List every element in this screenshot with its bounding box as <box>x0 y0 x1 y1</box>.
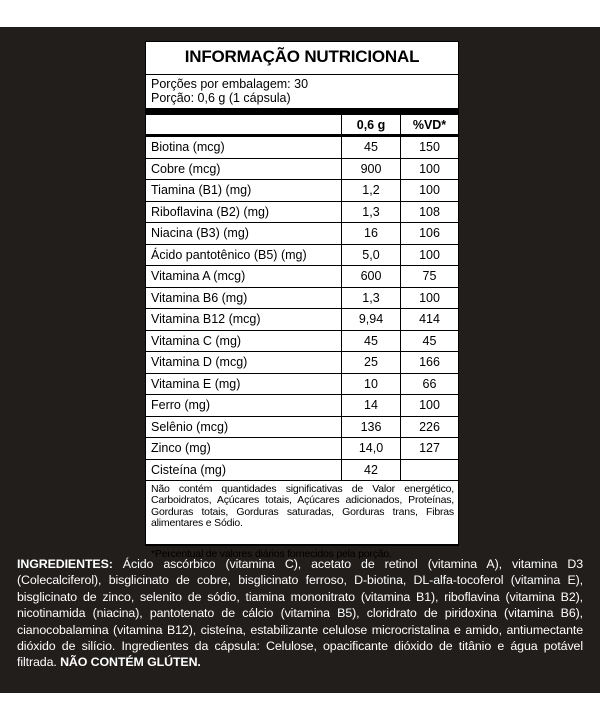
ingredients-heading: INGREDIENTES: <box>17 557 113 571</box>
nutrient-name: Selênio (mcg) <box>146 416 342 438</box>
nutrient-row <box>146 244 458 266</box>
nutrient-row <box>146 309 458 331</box>
nutrient-row <box>146 395 458 417</box>
nutrition-facts-table <box>145 41 459 560</box>
nutrient-amount: 9,94 <box>342 309 401 331</box>
nutrient-name: Riboflavina (B2) (mg) <box>146 201 342 223</box>
nutrient-amount: 16 <box>342 223 401 245</box>
nutrient-amount: 900 <box>342 158 401 180</box>
nutrient-dv: 100 <box>401 244 459 266</box>
nutrient-amount: 1,2 <box>342 180 401 202</box>
nutrient-dv: 100 <box>401 158 459 180</box>
gluten-warning: NÃO CONTÉM GLÚTEN. <box>60 655 201 670</box>
serving-size: Porção: 0,6 g (1 cápsula) <box>151 90 291 105</box>
nutrient-row <box>146 287 458 309</box>
nutrition-title: INFORMAÇÃO NUTRICIONAL <box>146 42 458 75</box>
nutrient-row <box>146 459 458 481</box>
nutrient-amount: 1,3 <box>342 201 401 223</box>
nutrient-dv: 150 <box>401 136 459 159</box>
not-significant-note: Não contém quantidades significativas de Valor energético, Carboidratos, Açúcares totais, Açúcares adicionados, Proteínas, Gorduras totais, Gorduras saturadas, Gorduras trans, Fibras alimentares e Sódio. <box>146 481 458 545</box>
nutrient-table <box>146 115 458 481</box>
nutrient-name: Niacina (B3) (mg) <box>146 223 342 245</box>
nutrient-row <box>146 438 458 460</box>
nutrient-name: Vitamina E (mg) <box>146 373 342 395</box>
nutrient-amount: 25 <box>342 352 401 374</box>
label-panel <box>0 27 600 693</box>
nutrient-name: Ferro (mg) <box>146 395 342 417</box>
nutrient-amount: 1,3 <box>342 287 401 309</box>
nutrient-name: Vitamina B12 (mcg) <box>146 309 342 331</box>
nutrient-dv: 100 <box>401 287 459 309</box>
nutrient-dv <box>401 459 459 481</box>
servings-per-package: Porções por embalagem: 30 <box>151 77 309 91</box>
nutrient-amount: 14,0 <box>342 438 401 460</box>
nutrient-name: Biotina (mcg) <box>146 136 342 159</box>
nutrient-amount: 136 <box>342 416 401 438</box>
nutrient-dv: 127 <box>401 438 459 460</box>
nutrient-dv: 100 <box>401 395 459 417</box>
nutrient-row <box>146 158 458 180</box>
nutrient-row <box>146 416 458 438</box>
header-dv: %VD* <box>401 115 459 136</box>
ingredients-text: Ácido ascórbico (vitamina C), acetato de retinol (vitamina A), vitamina D3 (Colecalciferol), bisglicinato de cobre, bisglicinato ferroso, D-biotina, DL-alfa-tocoferol (vitamina E), bisglicinato de zinco, selenito de sódio, tiamina mononitrato (vitamina B1), riboflavina (vitamina B2), nicotinamida (niacina), pantotenato de cálcio (vitamina B5), cloridrato de piridoxina (vitamina B6), cianocobalamina (vitamina B12), cisteína, estabilizante celulose microcristalina e amido, antiumectante dióxido de silício. Ingredientes da cápsula: Celulose, opacificante dióxido de titânio e água potável filtrada. <box>17 557 583 670</box>
nutrient-amount: 10 <box>342 373 401 395</box>
nutrient-name: Tiamina (B1) (mg) <box>146 180 342 202</box>
nutrient-row <box>146 352 458 374</box>
nutrient-dv: 414 <box>401 309 459 331</box>
nutrient-amount: 14 <box>342 395 401 417</box>
nutrient-name: Zinco (mg) <box>146 438 342 460</box>
nutrient-dv: 106 <box>401 223 459 245</box>
nutrient-amount: 5,0 <box>342 244 401 266</box>
dv-footnote: *Percentual de valores diários fornecidos pela porção. <box>151 548 392 560</box>
header-amount: 0,6 g <box>342 115 401 136</box>
nutrient-table-header <box>146 115 458 136</box>
header-name-cell <box>146 115 342 136</box>
nutrient-amount: 600 <box>342 266 401 288</box>
nutrient-row <box>146 136 458 159</box>
nutrient-name: Vitamina B6 (mg) <box>146 287 342 309</box>
nutrient-dv: 226 <box>401 416 459 438</box>
nutrient-amount: 45 <box>342 136 401 159</box>
nutrient-dv: 166 <box>401 352 459 374</box>
nutrient-row <box>146 330 458 352</box>
nutrient-dv: 100 <box>401 180 459 202</box>
nutrient-dv: 66 <box>401 373 459 395</box>
nutrient-dv: 108 <box>401 201 459 223</box>
nutrient-row <box>146 373 458 395</box>
nutrient-dv: 45 <box>401 330 459 352</box>
nutrient-row <box>146 180 458 202</box>
nutrient-row <box>146 223 458 245</box>
nutrient-name: Cisteína (mg) <box>146 459 342 481</box>
serving-info <box>146 75 458 108</box>
thick-divider <box>146 108 458 115</box>
nutrient-row <box>146 201 458 223</box>
nutrient-name: Vitamina A (mcg) <box>146 266 342 288</box>
nutrient-name: Vitamina D (mcg) <box>146 352 342 374</box>
nutrient-name: Ácido pantotênico (B5) (mg) <box>146 244 342 266</box>
nutrient-amount: 42 <box>342 459 401 481</box>
nutrient-dv: 75 <box>401 266 459 288</box>
ingredients-paragraph <box>17 556 583 671</box>
nutrient-amount: 45 <box>342 330 401 352</box>
nutrient-name: Vitamina C (mg) <box>146 330 342 352</box>
nutrient-name: Cobre (mcg) <box>146 158 342 180</box>
nutrient-row <box>146 266 458 288</box>
